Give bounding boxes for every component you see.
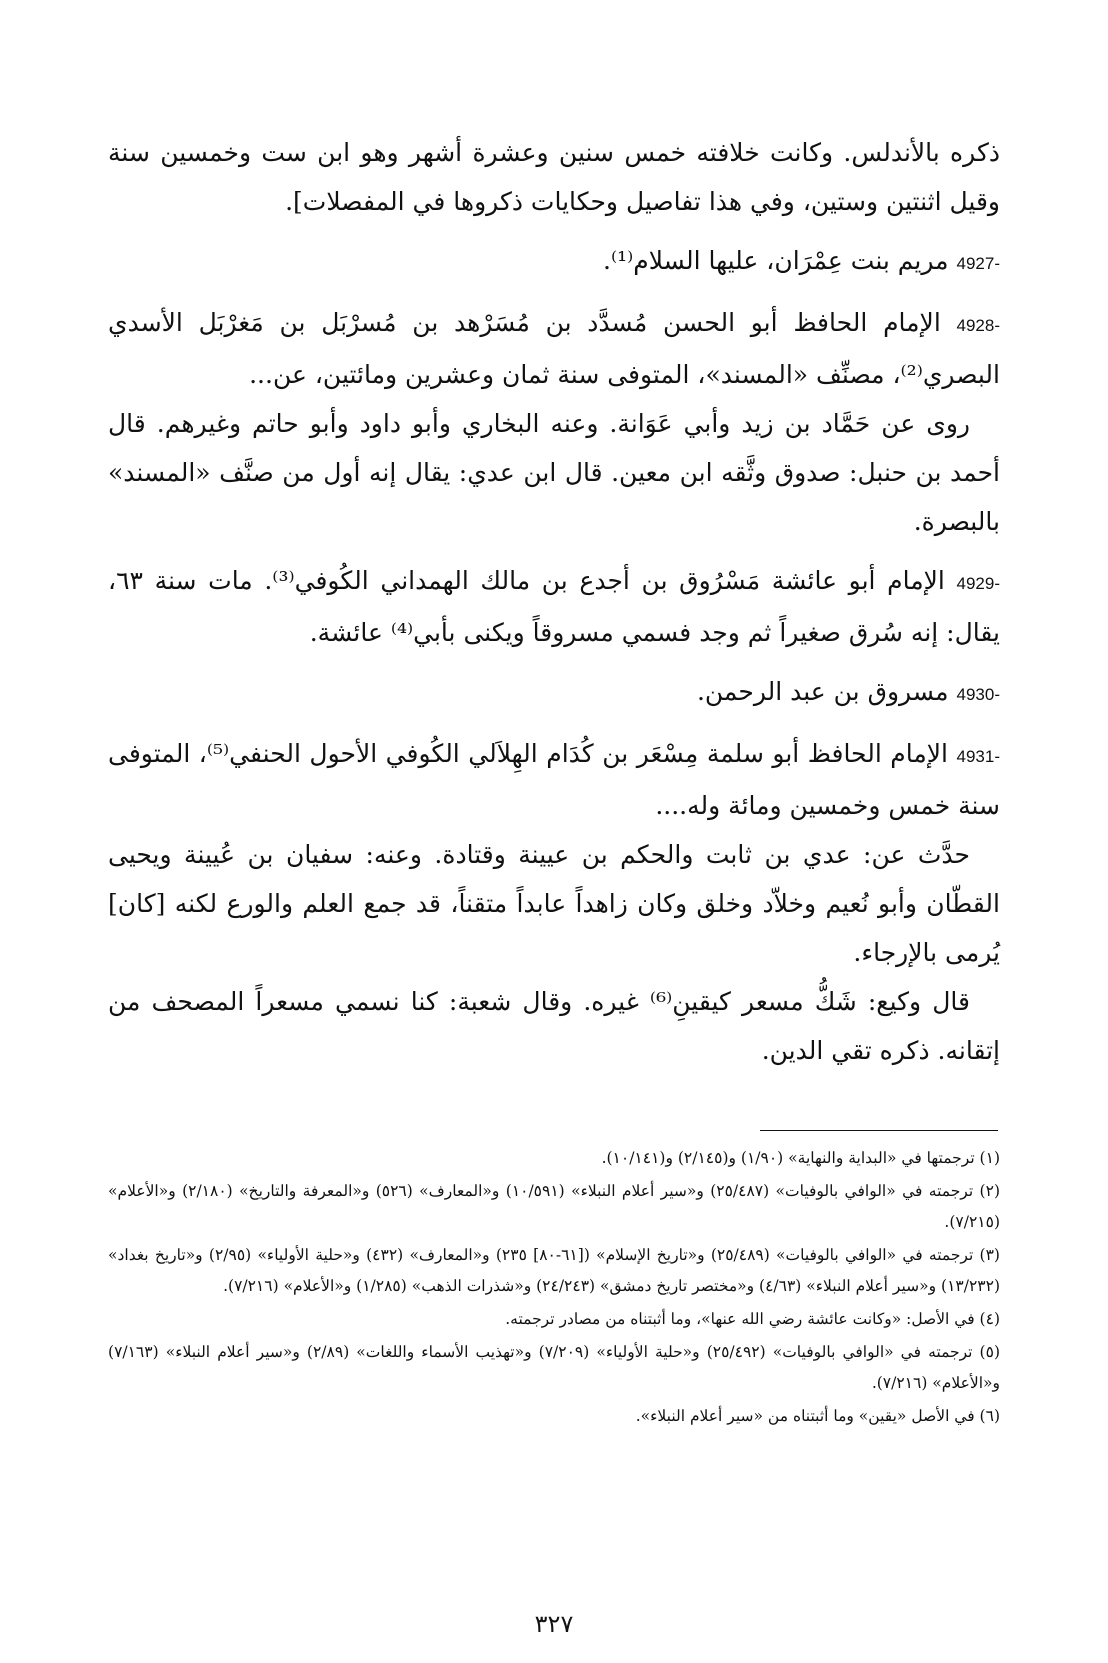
entry-heading: مسروق بن عبد الرحمن.	[696, 677, 949, 706]
entry-paragraph: روى عن حَمَّاد بن زيد وأبي عَوَانة. وعنه البخاري وأبو داود وأبو حاتم وغيرهم. قال أحمد بن حنبل: صدوق وثَّقه ابن معين. قال ابن عدي: يقال إنه أول من صنَّف «المسند» بالبصرة.	[108, 409, 1000, 536]
footnote: (٢) ترجمته في «الوافي بالوفيات» (٢٥/٤٨٧) و«سير أعلام النبلاء» (١٠/٥٩١) و«المعارف» (٥٢٦) و«المعرفة والتاريخ» (٢/١٨٠) و«الأعلام» (٧/٢١٥).	[108, 1182, 1000, 1231]
entry-heading: الإمام أبو عائشة مَسْرُوق بن أجدع بن مالك الهمداني الكُوفي⁽³⁾. مات سنة ٦٣، يقال: إنه سُرق صغيراً ثم وجد فسمي مسروقاً ويكنى بأبي⁽⁴⁾ عائشة.	[108, 566, 1000, 647]
entry-4931	[108, 729, 1000, 1075]
footnote: (١) ترجمتها في «البداية والنهاية» (١/٩٠) و(٢/١٤٥) و(١٠/١٤١).	[601, 1149, 1000, 1167]
intro-paragraph: ذكره بالأندلس. وكانت خلافته خمس سنين وعشرة أشهر وهو ابن ست وخمسين سنة وقيل اثنتين وستين، وفي هذا تفاصيل وحكايات ذكروها في المفصلات].	[108, 138, 1000, 216]
entry-number: 4930-	[956, 685, 1000, 704]
entry-heading: الإمام الحافظ أبو سلمة مِسْعَر بن كُدَام الهِلاَلي الكُوفي الأحول الحنفي⁽⁵⁾، المتوفى سنة خمس وخمسين ومائة وله....	[108, 739, 1000, 820]
footnote: (٤) في الأصل: «وكانت عائشة رضي الله عنها»، وما أثبتناه من مصادر ترجمته.	[505, 1310, 1000, 1328]
entry-4927	[108, 236, 1000, 288]
footnote: (٣) ترجمته في «الوافي بالوفيات» (٢٥/٤٨٩) و«تاريخ الإسلام» ([٦١-٨٠] ٢٣٥) و«المعارف» (٤٣٢) و«حلية الأولياء» (٢/٩٥) و«تاريخ بغداد» (١٣/٢٣٢) و«سير أعلام النبلاء» (٤/٦٣) و«مختصر تاريخ دمشق» (٢٤/٢٤٣) و«شذرات الذهب» (١/٢٨٥) و«الأعلام» (٧/٢١٦).	[108, 1246, 1000, 1295]
entry-number: 4931-	[956, 747, 1000, 766]
entry-number: 4928-	[956, 316, 1000, 335]
footnotes	[108, 1143, 1000, 1434]
entry-number: 4927-	[956, 254, 1000, 273]
footnote: (٥) ترجمته في «الوافي بالوفيات» (٢٥/٤٩٢) و«حلية الأولياء» (٧/٢٠٩) و«تهذيب الأسماء واللغات» (٢/٨٩) و«سير أعلام النبلاء» (٧/١٦٣) و«الأعلام» (٧/٢١٦).	[108, 1343, 1000, 1392]
footnote-divider	[760, 1130, 998, 1131]
entry-heading: مريم بنت عِمْرَان، عليها السلام⁽¹⁾.	[603, 246, 949, 275]
entry-paragraph: قال وكيع: شَكُّ مسعر كيقينِ⁽⁶⁾ غيره. وقال شعبة: كنا نسمي مسعراً المصحف من إتقانه. ذكره تقي الدين.	[108, 987, 1000, 1065]
footnote: (٦) في الأصل «يقين» وما أثبتناه من «سير أعلام النبلاء».	[635, 1407, 1000, 1425]
entry-4929	[108, 556, 1000, 657]
entry-heading: الإمام الحافظ أبو الحسن مُسدَّد بن مُسَرْهد بن مُسرْبَل بن مَغرْبَل الأسدي البصري⁽²⁾، مصنِّف «المسند»، المتوفى سنة ثمان وعشرين ومائتين، عن...	[108, 308, 1000, 389]
entry-number: 4929-	[956, 574, 1000, 593]
entry-paragraph: حدَّث عن: عدي بن ثابت والحكم بن عيينة وقتادة. وعنه: سفيان بن عُيينة ويحيى القطّان وأبو نُعيم وخلاّد وخلق وكان زاهداً عابداً متقناً، قد جمع العلم والورع لكنه [كان] يُرمى بالإرجاء.	[108, 840, 1000, 967]
main-text	[108, 128, 1000, 1085]
entry-4928	[108, 298, 1000, 546]
page-number: ٣٢٧	[534, 1610, 574, 1638]
entry-4930	[108, 667, 1000, 719]
